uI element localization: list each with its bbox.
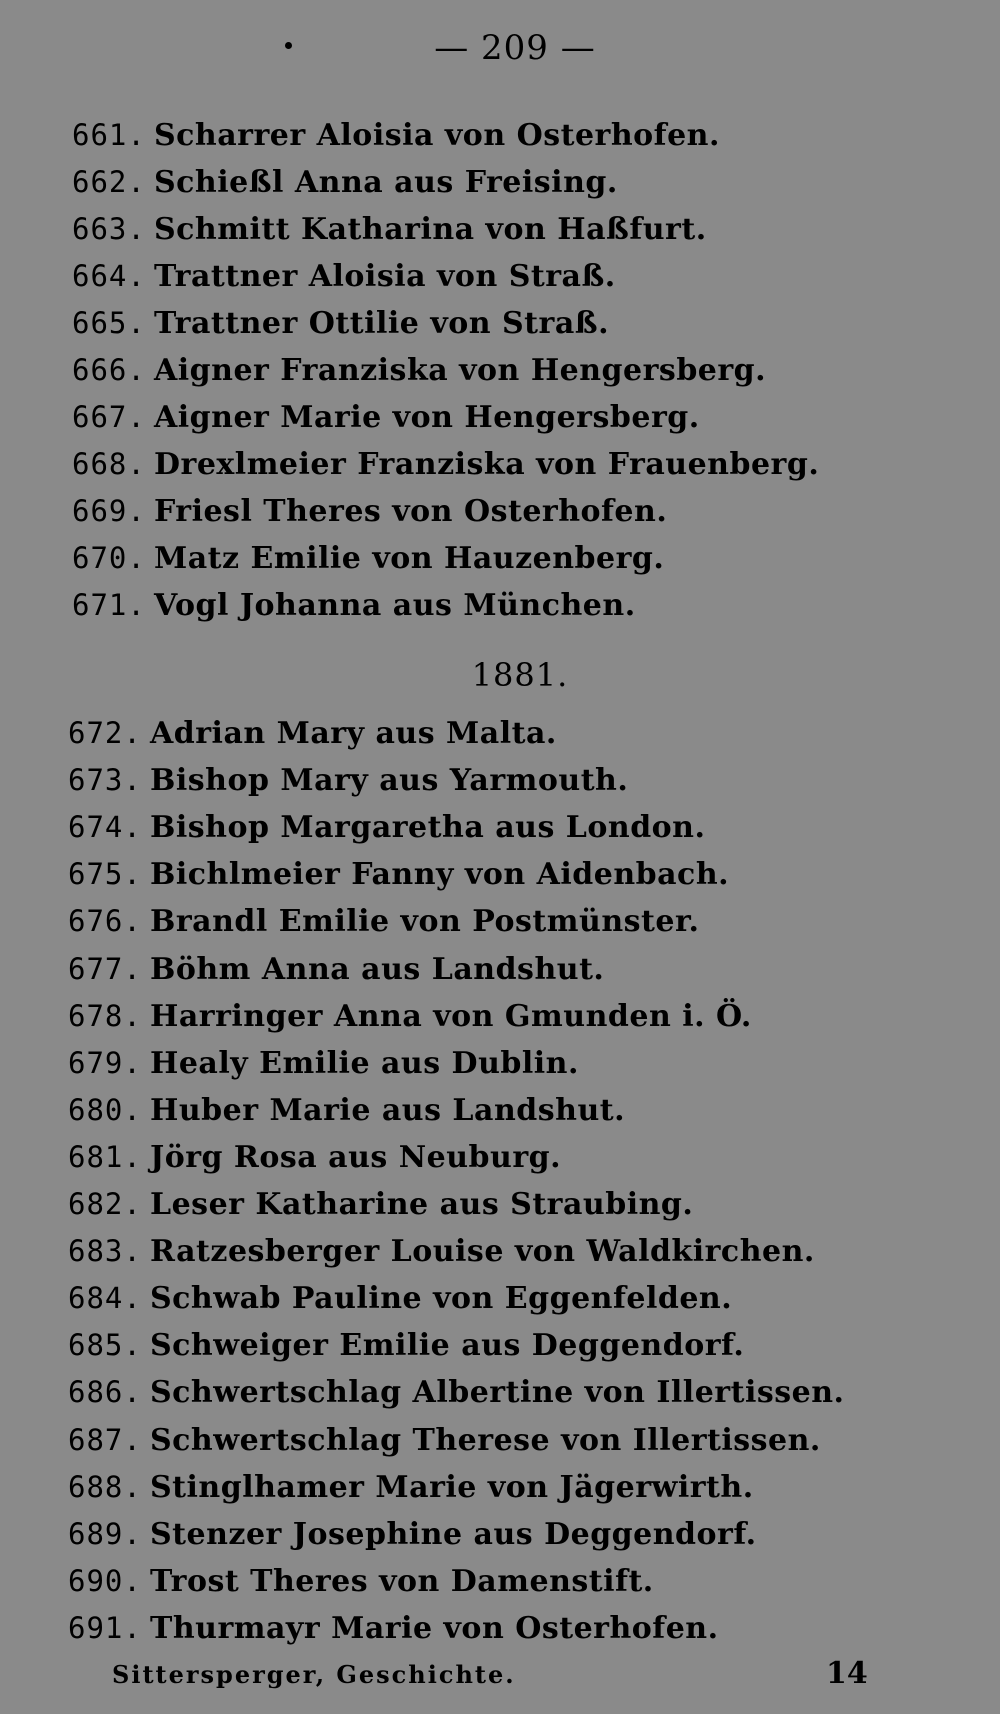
entry-number: 677.: [68, 951, 142, 986]
entry-number: 681.: [68, 1139, 142, 1174]
entry-name: Trattner Aloisia von Straß.: [154, 259, 616, 294]
entry-name: Adrian Mary aus Malta.: [150, 716, 557, 751]
sheet-number: 14: [826, 1656, 868, 1691]
entry-name: Aigner Marie von Hengersberg.: [154, 400, 700, 435]
list-item: [72, 535, 664, 579]
list-item: [68, 898, 699, 942]
list-item: [68, 1605, 719, 1649]
entry-name: Thurmayr Marie von Osterhofen.: [150, 1610, 719, 1646]
entry-name: Böhm Anna aus Landshut.: [150, 951, 605, 987]
entry-name: Schweiger Emilie aus Deggendorf.: [150, 1328, 745, 1364]
ink-dot: [285, 42, 292, 49]
entry-number: 664.: [72, 259, 146, 293]
entry-number: 670.: [72, 541, 146, 575]
entry-name: Huber Marie aus Landshut.: [150, 1092, 626, 1128]
list-item: [72, 112, 720, 156]
entry-name: Bishop Margaretha aus London.: [150, 810, 706, 846]
entry-number: 667.: [72, 400, 146, 434]
list-item: [68, 851, 729, 895]
list-item: [72, 159, 618, 203]
entry-name: Friesl Theres von Osterhofen.: [154, 494, 668, 529]
list-item: [68, 993, 752, 1037]
entry-name: Trost Theres von Damenstift.: [150, 1563, 654, 1599]
entry-number: 675.: [68, 857, 142, 892]
entry-number: 662.: [72, 165, 146, 199]
entry-name: Drexlmeier Franziska von Frauenberg.: [154, 447, 820, 482]
entry-name: Stenzer Josephine aus Deggendorf.: [150, 1516, 757, 1552]
entry-number: 661.: [72, 118, 146, 152]
entry-name: Healy Emilie aus Dublin.: [150, 1045, 579, 1081]
list-item: [68, 1181, 693, 1225]
entry-number: 684.: [68, 1281, 142, 1316]
printer-signature: Sittersperger, Geschichte.: [112, 1660, 516, 1689]
list-item: [72, 441, 819, 485]
entry-number: 685.: [68, 1328, 142, 1363]
entry-name: Ratzesberger Louise von Waldkirchen.: [150, 1234, 815, 1270]
entry-name: Schmitt Katharina von Haßfurt.: [154, 212, 707, 247]
list-item: [68, 1464, 754, 1508]
list-item: [72, 347, 766, 391]
entry-name: Schießl Anna aus Freising.: [154, 165, 618, 200]
entry-name: Brandl Emilie von Postmünster.: [150, 904, 700, 940]
entry-name: Schwertschlag Albertine von Illertissen.: [150, 1375, 845, 1411]
entry-number: 663.: [72, 212, 146, 246]
entry-name: Bishop Mary aus Yarmouth.: [150, 763, 629, 799]
entry-number: 682.: [68, 1187, 142, 1221]
entry-number: 686.: [68, 1375, 142, 1410]
entry-name: Schwab Pauline von Eggenfelden.: [150, 1281, 733, 1317]
entry-number: 690.: [68, 1563, 142, 1598]
entry-number: 678.: [68, 998, 142, 1033]
entry-name: Leser Katharine aus Straubing.: [150, 1187, 694, 1222]
entry-number: 671.: [72, 588, 146, 622]
entry-number: 691.: [68, 1610, 142, 1645]
list-item: [68, 804, 705, 848]
entry-number: 666.: [72, 353, 146, 387]
list-item: [68, 1511, 757, 1555]
entry-name: Bichlmeier Fanny von Aidenbach.: [150, 857, 730, 893]
entry-number: 674.: [68, 810, 142, 845]
entry-number: 680.: [68, 1092, 142, 1127]
list-item: [68, 1040, 579, 1084]
entry-number: 683.: [68, 1234, 142, 1269]
entry-number: 668.: [72, 447, 146, 481]
entry-number: 672.: [68, 716, 142, 750]
list-item: [68, 1228, 815, 1272]
year-heading: 1881.: [471, 656, 569, 694]
entry-name: Schwertschlag Therese von Illertissen.: [150, 1422, 821, 1458]
page-number: — 209 —: [434, 28, 596, 68]
entry-name: Trattner Ottilie von Straß.: [154, 306, 610, 341]
entry-number: 679.: [68, 1045, 142, 1080]
entry-number: 676.: [68, 904, 142, 939]
list-item: [72, 582, 636, 626]
entry-number: 669.: [72, 494, 146, 528]
list-item: [68, 1369, 844, 1413]
entry-name: Scharrer Aloisia von Osterhofen.: [154, 118, 720, 153]
list-item: [72, 300, 609, 344]
entry-number: 688.: [68, 1469, 142, 1504]
list-item: [72, 488, 667, 532]
list-item: [72, 206, 707, 250]
page-header: [0, 28, 1000, 78]
list-item: [68, 1087, 625, 1131]
list-item: [72, 253, 616, 297]
entry-number: 665.: [72, 306, 146, 340]
list-item: [68, 710, 557, 754]
entry-name: Harringer Anna von Gmunden i. Ö.: [150, 998, 752, 1034]
list-item: [72, 394, 700, 438]
list-item: [68, 946, 604, 990]
list-item: [68, 1417, 821, 1461]
entry-name: Vogl Johanna aus München.: [154, 588, 636, 623]
list-item: [68, 757, 628, 801]
entry-name: Stinglhamer Marie von Jägerwirth.: [150, 1469, 754, 1505]
entry-name: Jörg Rosa aus Neuburg.: [150, 1139, 562, 1175]
list-item: [68, 1322, 744, 1366]
entry-name: Matz Emilie von Hauzenberg.: [154, 541, 665, 576]
list-item: [68, 1275, 732, 1319]
list-item: [68, 1134, 561, 1178]
entry-number: 689.: [68, 1516, 142, 1551]
list-item: [68, 1558, 654, 1602]
entry-name: Aigner Franziska von Hengersberg.: [154, 353, 767, 388]
entry-number: 687.: [68, 1422, 142, 1457]
entry-number: 673.: [68, 763, 142, 798]
page-footer: [0, 1656, 1000, 1700]
